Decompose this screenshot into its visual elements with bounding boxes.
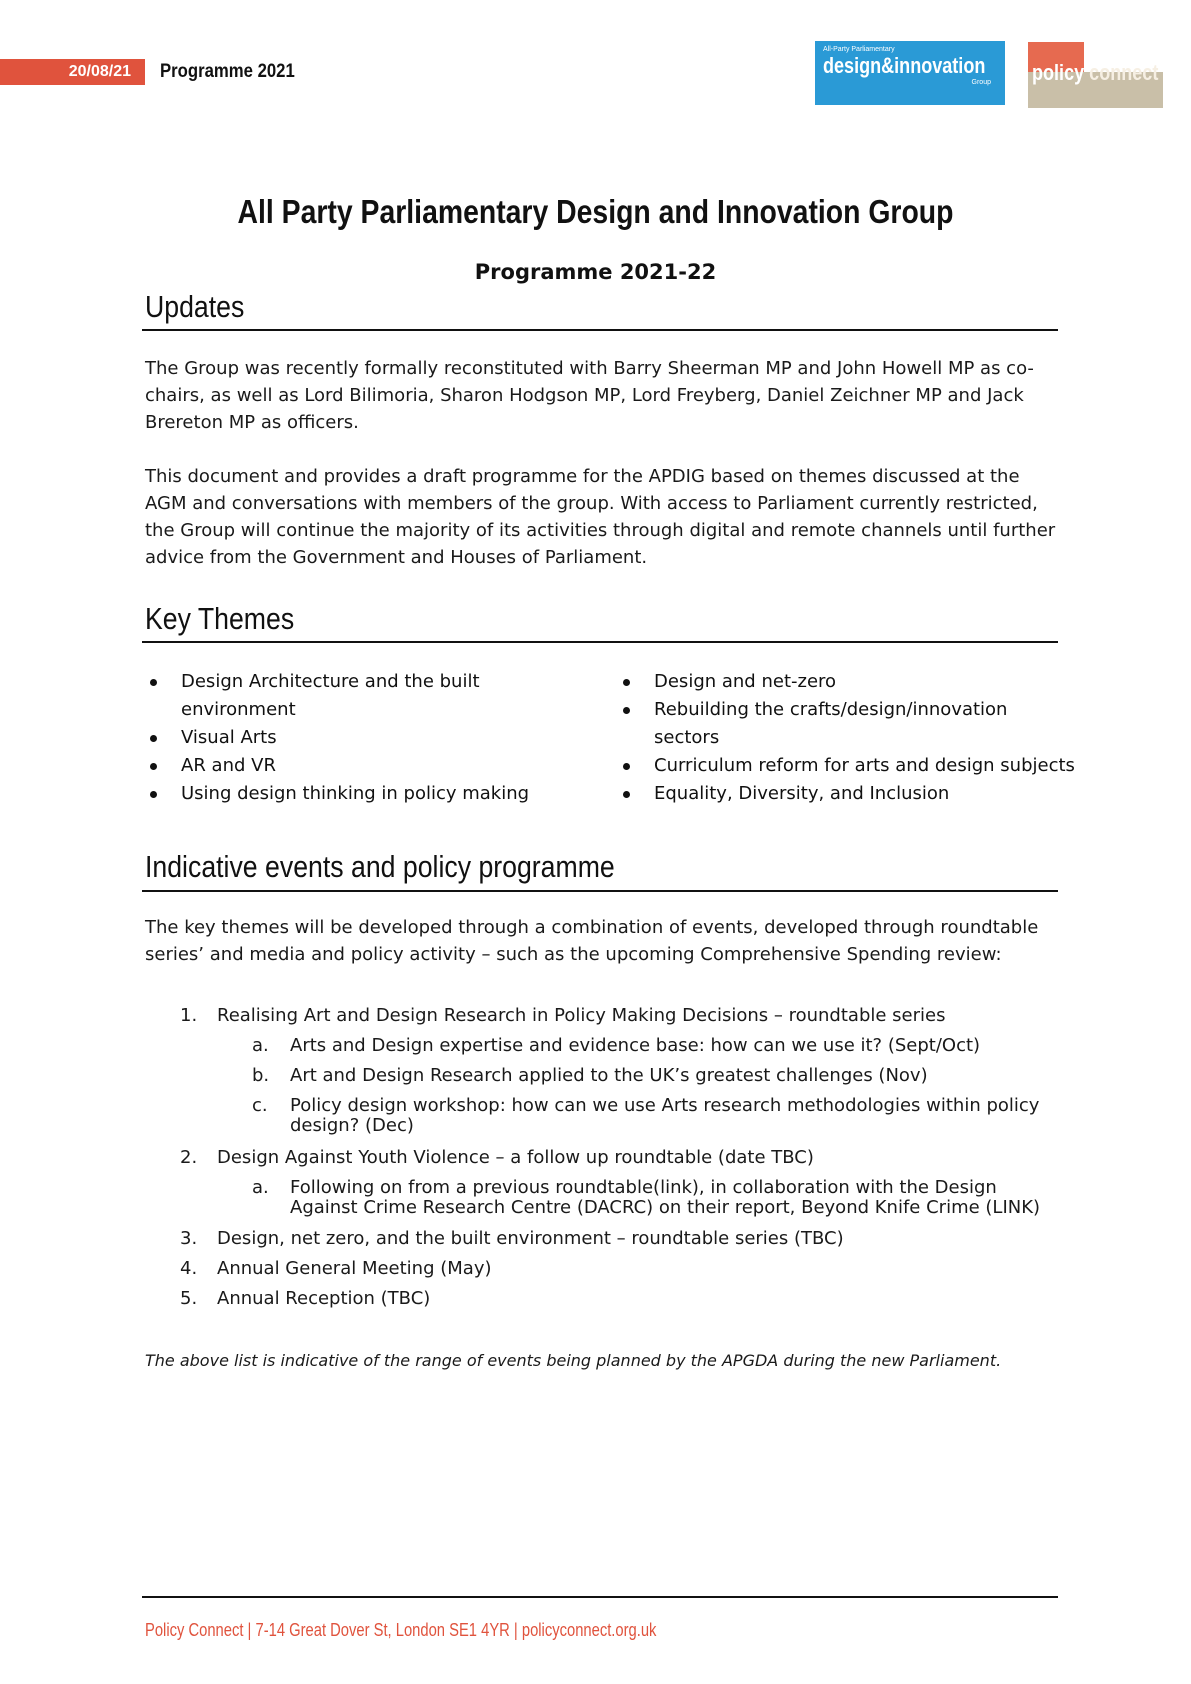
header-title: Programme 2021 [160,61,295,82]
event-item [180,1258,1060,1280]
event-number: 3. [180,1228,198,1249]
subitem-text: Art and Design Research applied to the UK’s greatest challenges (Nov) [290,1065,928,1086]
document-title: All Party Parliamentary Design and Innovation Group [237,193,954,230]
theme-item: Design Architecture and the built environment [145,668,545,724]
theme-item: Rebuilding the crafts/design/innovation sectors [618,696,1034,752]
event-subitem [252,1036,1062,1056]
theme-item: Equality, Diversity, and Inclusion [618,780,1088,808]
events-intro: The key themes will be developed through a combination of events, developed through roundtable series’ and media and policy activity – such as the upcoming Comprehensive Spending review: [145,917,1039,965]
theme-item: AR and VR [145,752,545,780]
subitem-letter: a. [252,1035,269,1056]
themes-list-left [145,668,545,808]
themes-list-right [618,668,1088,808]
event-text: Design, net zero, and the built environment – roundtable series (TBC) [217,1228,844,1249]
logo-line-3: Group [971,79,991,86]
subitem-text: Arts and Design expertise and evidence base: how can we use it? (Sept/Oct) [290,1035,981,1056]
updates-heading: Updates [145,289,245,324]
event-text: Annual Reception (TBC) [217,1288,431,1309]
event-item [180,1288,1060,1310]
event-item [180,1228,1060,1250]
subitem-letter: b. [252,1065,270,1086]
theme-item: Using design thinking in policy making [145,780,545,808]
event-subitem [252,1066,1062,1086]
subitem-letter: a. [252,1177,269,1198]
event-number: 5. [180,1288,198,1309]
date-badge: 20/08/21 [0,59,145,85]
logo-word-connect: connect [1089,60,1159,85]
updates-rule [142,329,1058,331]
event-number: 1. [180,1005,198,1026]
events-note: The above list is indicative of the range of events being planned by the APGDA during the new Parliament. [145,1351,1002,1370]
logo-text [1032,60,1158,86]
updates-paragraph-1: The Group was recently formally reconstituted with Barry Sheerman MP and John Howell MP as co-chairs, as well as Lord Bilimoria, Sharon Hodgson MP, Lord Freyberg, Daniel Zeichner MP and Jack Brereton MP as officers. [145,358,1034,433]
logo-line-2: design&innovation [823,53,986,78]
document-subtitle: Programme 2021-22 [474,260,717,284]
event-text: Realising Art and Design Research in Policy Making Decisions – roundtable series [217,1005,946,1026]
theme-item: Curriculum reform for arts and design subjects [618,752,1088,780]
subitem-letter: c. [252,1095,268,1116]
event-subitem [252,1178,1062,1218]
policy-connect-logo [1028,42,1163,108]
theme-item: Design and net-zero [618,668,1088,696]
events-rule [142,890,1058,892]
event-item [180,1147,1060,1169]
events-heading: Indicative events and policy programme [145,849,615,884]
updates-paragraph-2: This document and provides a draft programme for the APDIG based on themes discussed at the AGM and conversations with members of the group. With access to Parliament currently restricted, the Group will continue the majority of its activities through digital and remote channels until further advice from the Government and Houses of Parliament. [145,466,1056,568]
subitem-text: Following on from a previous roundtable(link), in collaboration with the Design Against Crime Research Centre (DACRC) on their report, Beyond Knife Crime (LINK) [290,1177,1041,1218]
event-text: Annual General Meeting (May) [217,1258,492,1279]
event-subitem [252,1096,1062,1136]
key-themes-heading: Key Themes [145,601,295,636]
key-themes-rule [142,641,1058,643]
event-number: 4. [180,1258,198,1279]
footer-address: Policy Connect | 7-14 Great Dover St, London SE1 4YR | policyconnect.org.uk [145,1620,657,1640]
subitem-text: Policy design workshop: how can we use Arts research methodologies within policy design? (Dec) [290,1095,1040,1136]
logo-line-1: All-Party Parliamentary [823,46,895,53]
theme-item: Visual Arts [145,724,545,752]
footer-rule [142,1596,1058,1598]
event-item [180,1005,1060,1027]
event-text: Design Against Youth Violence – a follow up roundtable (date TBC) [217,1147,814,1168]
design-innovation-logo [815,41,1005,105]
logo-word-policy: policy [1032,60,1085,85]
event-number: 2. [180,1147,198,1168]
